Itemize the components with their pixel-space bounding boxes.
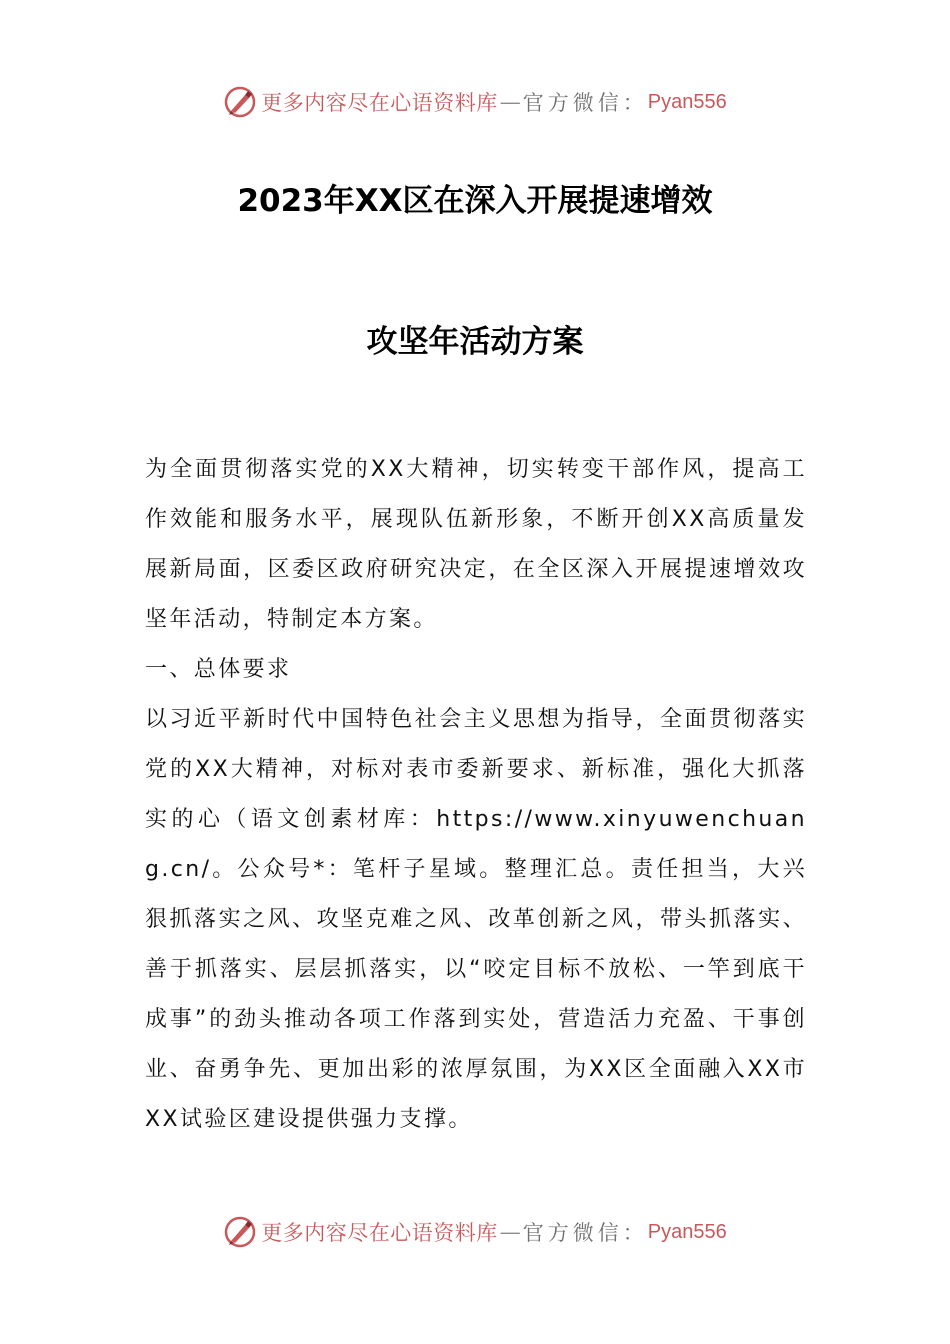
watermark-label: 官方微信： bbox=[522, 91, 648, 115]
document-title-line1: 2023年XX区在深入开展提速增效 bbox=[237, 183, 713, 219]
watermark-text: 更多内容尽在心语资料库 bbox=[261, 1221, 498, 1245]
header-watermark bbox=[0, 82, 950, 122]
footer-watermark bbox=[0, 1212, 950, 1252]
paragraph-intro: 为全面贯彻落实党的XX大精神，切实转变干部作风，提高工作效能和服务水平，展现队伍新形象，不断开创XX高质量发展新局面，区委区政府研究决定，在全区深入开展提速增效攻坚年活动，特制定本方案。 bbox=[145, 457, 807, 632]
paragraph-requirements: 以习近平新时代中国特色社会主义思想为指导，全面贯彻落实党的XX大精神，对标对表市委新要求、新标准，强化大抓落实的心（语文创素材库：https://www.xinyuwenchuang.cn/。公众号*：笔杆子星域。整理汇总。责任担当，大兴狠抓落实之风、攻坚克难之风、改革创新之风，带头抓落实、善于抓落实、层层抓落实，以“咬定目标不放松、一竿到底干成事”的劲头推动各项工作落到实处，营造活力充盈、干事创业、奋勇争先、更加出彩的浓厚氛围，为XX区全面融入XX市XX试验区建设提供强力支撑。 bbox=[145, 707, 807, 1132]
section-heading: 一、总体要求 bbox=[145, 657, 292, 682]
watermark-text: 更多内容尽在心语资料库 bbox=[261, 91, 498, 115]
document-body bbox=[145, 445, 807, 1145]
pen-logo-icon bbox=[223, 1215, 257, 1249]
watermark-id: Pyan556 bbox=[647, 1220, 727, 1243]
watermark-separator: — bbox=[499, 1220, 521, 1244]
document-title-line2: 攻坚年活动方案 bbox=[366, 324, 584, 360]
watermark-id: Pyan556 bbox=[647, 90, 727, 113]
watermark-label: 官方微信： bbox=[522, 1221, 648, 1245]
watermark-separator: — bbox=[499, 90, 521, 114]
pen-logo-icon bbox=[223, 85, 257, 119]
